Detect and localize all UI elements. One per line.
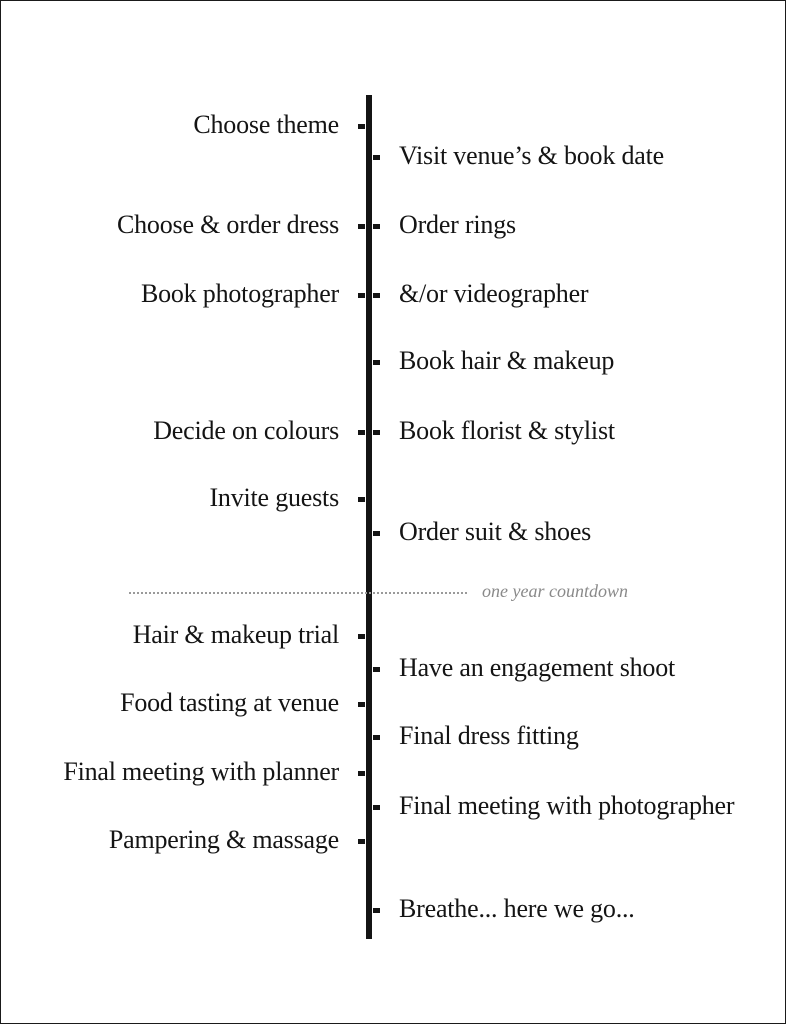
timeline-tick-right [373,531,380,536]
timeline-tick-right [373,805,380,810]
timeline-tick-right [373,293,380,298]
timeline-tick-left [358,497,365,502]
timeline-spine [366,95,372,939]
timeline-item-videographer: &/or videographer [399,279,589,308]
timeline-tick-right [373,224,380,229]
timeline-item-choose-theme: Choose theme [193,110,339,139]
timeline-tick-right [373,430,380,435]
countdown-divider [129,592,467,594]
timeline-tick-left [358,702,365,707]
timeline-tick-left [358,771,365,776]
timeline-item-order-suit-shoes: Order suit & shoes [399,517,592,546]
timeline-tick-left [358,124,365,129]
countdown-label: one year countdown [482,581,628,601]
timeline-tick-left [358,430,365,435]
timeline-tick-right [373,735,380,740]
timeline-item-final-meeting-planner: Final meeting with planner [63,757,339,786]
timeline-item-breathe: Breathe... here we go... [399,894,635,923]
timeline-item-final-dress-fitting: Final dress fitting [399,721,579,750]
timeline-item-hair-makeup-trial: Hair & makeup trial [132,620,339,649]
timeline-tick-right [373,667,380,672]
timeline-tick-right [373,360,380,365]
timeline-item-decide-colours: Decide on colours [153,416,339,445]
timeline-tick-left [358,224,365,229]
timeline-item-engagement-shoot: Have an engagement shoot [399,653,676,682]
timeline-item-pampering-massage: Pampering & massage [108,825,339,854]
timeline-item-visit-venues: Visit venue’s & book date [399,141,664,170]
timeline-item-book-photographer: Book photographer [140,279,339,308]
timeline-item-book-florist-stylist: Book florist & stylist [399,416,615,445]
timeline-tick-left [358,839,365,844]
timeline-tick-left [358,293,365,298]
timeline-tick-right [373,908,380,913]
timeline-tick-left [358,634,365,639]
timeline-item-final-meeting-photographer: Final meeting with photographer [399,791,735,820]
timeline-item-food-tasting: Food tasting at venue [120,688,339,717]
timeline-item-invite-guests: Invite guests [209,483,339,512]
timeline-item-book-hair-makeup: Book hair & makeup [399,346,615,375]
timeline-item-choose-order-dress: Choose & order dress [116,210,339,239]
timeline-item-order-rings: Order rings [399,210,516,239]
timeline-tick-right [373,155,380,160]
